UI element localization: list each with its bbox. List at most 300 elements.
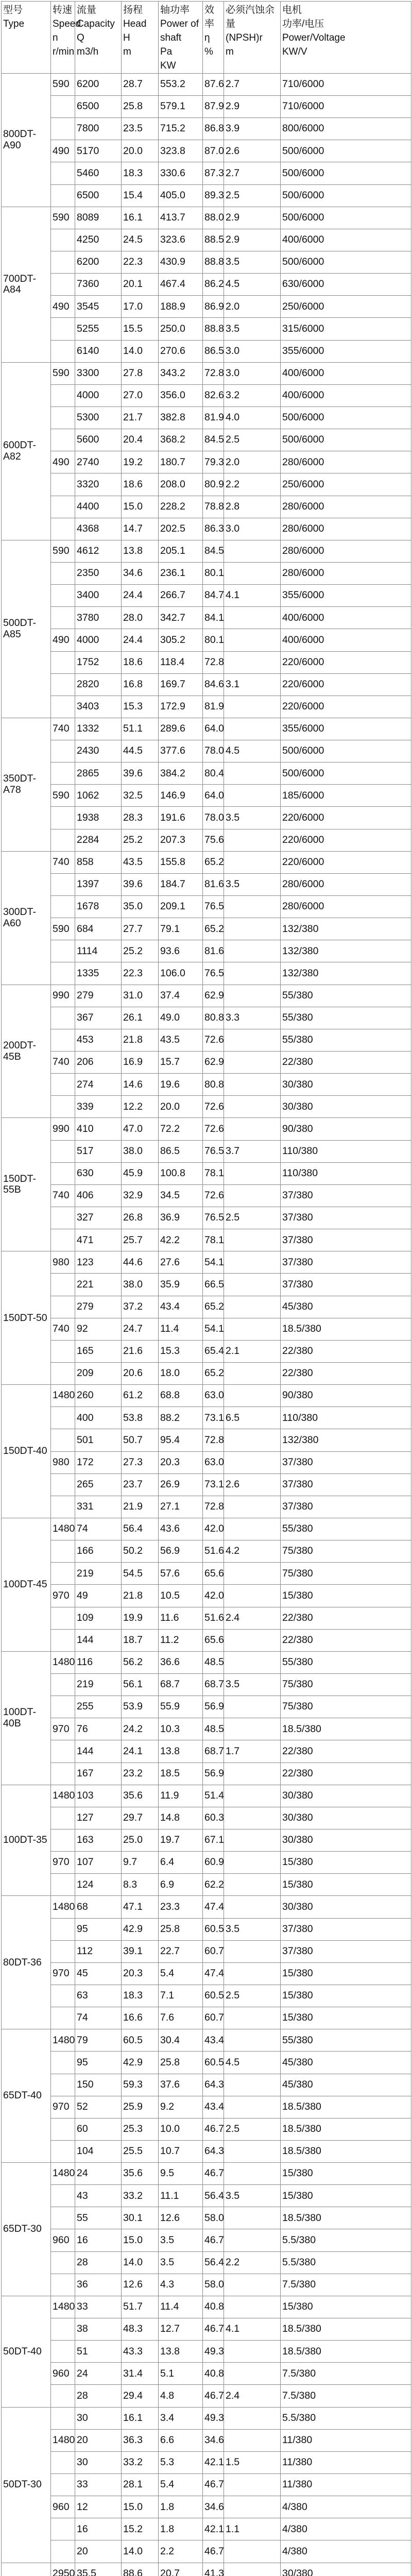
npsh-cell: 2.6 <box>224 1473 281 1496</box>
efficiency-cell: 49.3 <box>203 2341 224 2363</box>
speed-cell: 490 <box>51 451 75 473</box>
motor-cell: 500/6000 <box>281 429 411 451</box>
motor-cell: 500/6000 <box>281 251 411 273</box>
shaft-power-cell: 172.9 <box>159 696 203 718</box>
efficiency-cell: 64.0 <box>203 785 224 807</box>
table-row <box>2 362 411 384</box>
head-cell: 21.7 <box>122 406 159 429</box>
table-row <box>2 1429 411 1451</box>
head-cell: 24.4 <box>122 585 159 607</box>
head-cell: 20.4 <box>122 429 159 451</box>
model-cell: 150DT-50 <box>2 1251 51 1385</box>
npsh-cell: 2.7 <box>224 162 281 184</box>
shaft-power-cell: 207.3 <box>159 829 203 851</box>
table-row <box>2 2052 411 2074</box>
motor-cell: 22/380 <box>281 1762 411 1785</box>
speed-cell <box>51 518 75 540</box>
table-row <box>2 651 411 673</box>
efficiency-cell: 81.9 <box>203 696 224 718</box>
npsh-cell <box>224 1563 281 1585</box>
efficiency-cell: 81.9 <box>203 406 224 429</box>
speed-cell: 740 <box>51 718 75 740</box>
table-row <box>2 318 411 340</box>
head-cell: 39.6 <box>122 762 159 785</box>
motor-cell: 4/380 <box>281 2540 411 2563</box>
capacity-cell: 327 <box>75 1207 122 1229</box>
shaft-power-cell: 5.4 <box>159 2474 203 2496</box>
table-row <box>2 2385 411 2407</box>
shaft-power-cell: 20.3 <box>159 1451 203 1473</box>
table-row <box>2 540 411 562</box>
speed-cell: 1480 <box>51 2029 75 2052</box>
shaft-power-cell: 15.3 <box>159 1340 203 1362</box>
npsh-cell <box>224 1162 281 1184</box>
motor-cell: 220/6000 <box>281 696 411 718</box>
speed-cell: 740 <box>51 1184 75 1207</box>
table-row <box>2 985 411 1007</box>
capacity-cell: 5300 <box>75 406 122 429</box>
shaft-power-cell: 26.9 <box>159 1473 203 1496</box>
shaft-power-cell: 20.0 <box>159 1096 203 1118</box>
speed-cell <box>51 1673 75 1696</box>
capacity-cell: 6140 <box>75 340 122 362</box>
shaft-power-cell: 19.7 <box>159 1829 203 1851</box>
head-cell: 35.6 <box>122 2163 159 2185</box>
npsh-cell: 1.1 <box>224 2518 281 2540</box>
head-cell: 25.8 <box>122 95 159 117</box>
capacity-cell: 260 <box>75 1385 122 1407</box>
speed-cell <box>51 1029 75 1051</box>
head-cell: 21.8 <box>122 1585 159 1607</box>
capacity-cell: 2865 <box>75 762 122 785</box>
motor-cell: 37/380 <box>281 1451 411 1473</box>
speed-cell: 590 <box>51 785 75 807</box>
header-model: 型号 Type <box>2 2 51 74</box>
table-row <box>2 2118 411 2140</box>
motor-cell: 800/6000 <box>281 118 411 140</box>
shaft-power-cell: 343.2 <box>159 362 203 384</box>
shaft-power-cell: 11.9 <box>159 1785 203 1807</box>
head-cell: 14.0 <box>122 2540 159 2563</box>
table-row <box>2 2007 411 2029</box>
speed-cell <box>51 2118 75 2140</box>
speed-cell <box>51 1407 75 1429</box>
speed-cell: 1480 <box>51 2163 75 2185</box>
motor-cell: 90/380 <box>281 1118 411 1140</box>
header-npsh: 必须汽蚀余量 (NPSH)r m <box>224 2 281 74</box>
npsh-cell: 2.5 <box>224 1985 281 2007</box>
motor-cell: 710/6000 <box>281 95 411 117</box>
head-cell: 34.6 <box>122 562 159 584</box>
npsh-cell: 2.2 <box>224 473 281 496</box>
npsh-cell: 3.3 <box>224 1007 281 1029</box>
head-cell: 14.0 <box>122 2251 159 2274</box>
npsh-cell: 2.6 <box>224 140 281 162</box>
speed-cell <box>51 2251 75 2274</box>
motor-cell: 355/6000 <box>281 585 411 607</box>
motor-cell: 500/6000 <box>281 162 411 184</box>
shaft-power-cell: 715.2 <box>159 118 203 140</box>
efficiency-cell: 60.7 <box>203 2007 224 2029</box>
speed-cell <box>51 2007 75 2029</box>
npsh-cell <box>224 1651 281 1673</box>
head-cell: 15.0 <box>122 2496 159 2518</box>
efficiency-cell: 80.8 <box>203 1007 224 1029</box>
head-cell: 24.7 <box>122 1318 159 1340</box>
head-cell: 14.6 <box>122 1074 159 1096</box>
shaft-power-cell: 10.3 <box>159 1718 203 1740</box>
npsh-cell <box>224 1118 281 1140</box>
table-row <box>2 1629 411 1651</box>
motor-cell: 45/380 <box>281 2074 411 2096</box>
head-cell: 21.6 <box>122 1340 159 1362</box>
npsh-cell: 2.0 <box>224 296 281 318</box>
table-row <box>2 1829 411 1851</box>
table-row <box>2 1563 411 1585</box>
npsh-cell: 2.5 <box>224 429 281 451</box>
shaft-power-cell: 106.0 <box>159 962 203 985</box>
table-row <box>2 1762 411 1785</box>
capacity-cell: 5460 <box>75 162 122 184</box>
speed-cell <box>51 274 75 296</box>
capacity-cell: 4250 <box>75 229 122 251</box>
efficiency-cell: 87.9 <box>203 95 224 117</box>
shaft-power-cell: 49.0 <box>159 1007 203 1029</box>
npsh-cell: 2.7 <box>224 73 281 95</box>
shaft-power-cell: 25.8 <box>159 2052 203 2074</box>
shaft-power-cell: 37.6 <box>159 2074 203 2096</box>
motor-cell: 7.5/380 <box>281 2363 411 2385</box>
npsh-cell <box>224 1718 281 1740</box>
efficiency-cell: 72.6 <box>203 1096 224 1118</box>
head-cell: 21.9 <box>122 1496 159 1518</box>
capacity-cell: 20 <box>75 2540 122 2563</box>
npsh-cell <box>224 1251 281 1274</box>
shaft-power-cell: 188.9 <box>159 296 203 318</box>
head-cell: 18.3 <box>122 1985 159 2007</box>
capacity-cell: 4000 <box>75 384 122 406</box>
npsh-cell <box>224 2474 281 2496</box>
efficiency-cell: 78.0 <box>203 807 224 829</box>
head-cell: 20.1 <box>122 274 159 296</box>
shaft-power-cell: 30.4 <box>159 2029 203 2052</box>
shaft-power-cell: 43.6 <box>159 1518 203 1540</box>
npsh-cell <box>224 2407 281 2429</box>
efficiency-cell: 48.5 <box>203 1718 224 1740</box>
capacity-cell: 4368 <box>75 518 122 540</box>
shaft-power-cell: 11.1 <box>159 2185 203 2207</box>
efficiency-cell: 81.6 <box>203 940 224 962</box>
head-cell: 22.3 <box>122 251 159 273</box>
motor-cell: 37/380 <box>281 1918 411 1940</box>
capacity-cell: 339 <box>75 1096 122 1118</box>
npsh-cell: 3.9 <box>224 118 281 140</box>
table-row <box>2 1962 411 1985</box>
table-row <box>2 1407 411 1429</box>
motor-cell: 22/380 <box>281 1363 411 1385</box>
motor-cell: 15/380 <box>281 2185 411 2207</box>
motor-cell: 15/380 <box>281 1962 411 1985</box>
shaft-power-cell: 13.8 <box>159 1740 203 1762</box>
speed-cell: 740 <box>51 1318 75 1340</box>
efficiency-cell: 42.0 <box>203 1585 224 1607</box>
shaft-power-cell: 34.5 <box>159 1184 203 1207</box>
shaft-power-cell: 15.7 <box>159 1052 203 1074</box>
shaft-power-cell: 68.8 <box>159 1385 203 1407</box>
speed-cell <box>51 696 75 718</box>
table-row <box>2 562 411 584</box>
npsh-cell: 2.1 <box>224 1340 281 1362</box>
motor-cell: 500/6000 <box>281 740 411 762</box>
shaft-power-cell: 413.7 <box>159 207 203 229</box>
table-row <box>2 73 411 95</box>
shaft-power-cell: 27.1 <box>159 1496 203 1518</box>
speed-cell: 490 <box>51 140 75 162</box>
motor-cell: 45/380 <box>281 2052 411 2074</box>
head-cell: 33.2 <box>122 2185 159 2207</box>
motor-cell: 280/6000 <box>281 518 411 540</box>
npsh-cell: 2.5 <box>224 1207 281 1229</box>
npsh-cell: 2.5 <box>224 184 281 207</box>
shaft-power-cell: 5.1 <box>159 2363 203 2385</box>
npsh-cell <box>224 1785 281 1807</box>
head-cell: 61.2 <box>122 1385 159 1407</box>
shaft-power-cell: 205.1 <box>159 540 203 562</box>
efficiency-cell: 84.5 <box>203 540 224 562</box>
npsh-cell: 3.5 <box>224 1918 281 1940</box>
efficiency-cell: 76.5 <box>203 962 224 985</box>
table-row <box>2 607 411 629</box>
head-cell: 59.3 <box>122 2074 159 2096</box>
capacity-cell: 6200 <box>75 251 122 273</box>
speed-cell <box>51 473 75 496</box>
capacity-cell: 76 <box>75 1718 122 1740</box>
shaft-power-cell: 27.6 <box>159 1251 203 1274</box>
efficiency-cell: 73.1 <box>203 1407 224 1429</box>
table-row <box>2 2363 411 2385</box>
head-cell: 9.7 <box>122 1852 159 1874</box>
head-cell: 24.4 <box>122 629 159 651</box>
capacity-cell: 8089 <box>75 207 122 229</box>
model-cell: 300DT-A60 <box>2 851 51 985</box>
motor-cell: 4/380 <box>281 2518 411 2540</box>
speed-cell <box>51 607 75 629</box>
capacity-cell: 3320 <box>75 473 122 496</box>
shaft-power-cell: 35.9 <box>159 1274 203 1296</box>
capacity-cell: 38 <box>75 2318 122 2341</box>
shaft-power-cell: 6.4 <box>159 1852 203 1874</box>
shaft-power-cell: 209.1 <box>159 896 203 918</box>
efficiency-cell: 60.3 <box>203 1807 224 1829</box>
table-row <box>2 1807 411 1829</box>
table-row <box>2 851 411 873</box>
table-row <box>2 1673 411 1696</box>
head-cell: 31.4 <box>122 2363 159 2385</box>
table-row <box>2 1007 411 1029</box>
table-row <box>2 518 411 540</box>
efficiency-cell: 72.8 <box>203 362 224 384</box>
table-row <box>2 762 411 785</box>
speed-cell <box>51 2318 75 2341</box>
table-row <box>2 962 411 985</box>
speed-cell <box>51 829 75 851</box>
header-capacity: 流量 Capacity Q m3/h <box>75 2 122 74</box>
efficiency-cell: 82.6 <box>203 384 224 406</box>
speed-cell <box>51 762 75 785</box>
table-row <box>2 1718 411 1740</box>
efficiency-cell: 43.4 <box>203 2029 224 2052</box>
shaft-power-cell: 5.4 <box>159 1962 203 1985</box>
efficiency-cell: 46.7 <box>203 2318 224 2341</box>
efficiency-cell: 89.3 <box>203 184 224 207</box>
capacity-cell: 4400 <box>75 496 122 518</box>
efficiency-cell: 87.0 <box>203 140 224 162</box>
table-row <box>2 2563 411 2576</box>
speed-cell: 960 <box>51 2229 75 2251</box>
speed-cell: 1480 <box>51 1651 75 1673</box>
shaft-power-cell: 9.5 <box>159 2163 203 2185</box>
speed-cell <box>51 873 75 895</box>
head-cell: 16.6 <box>122 2007 159 2029</box>
head-cell: 31.0 <box>122 985 159 1007</box>
head-cell: 15.0 <box>122 2229 159 2251</box>
table-row <box>2 2163 411 2185</box>
shaft-power-cell: 5.3 <box>159 2451 203 2473</box>
shaft-power-cell: 86.5 <box>159 1140 203 1162</box>
head-cell: 37.2 <box>122 1296 159 1318</box>
capacity-cell: 167 <box>75 1762 122 1785</box>
head-cell: 28.1 <box>122 2474 159 2496</box>
npsh-cell <box>224 2540 281 2563</box>
table-row <box>2 1740 411 1762</box>
npsh-cell: 3.5 <box>224 318 281 340</box>
npsh-cell <box>224 1585 281 1607</box>
header-row <box>2 2 411 74</box>
header-motor: 电机 功率/电压 Power/Voltage KW/V <box>281 2 411 74</box>
motor-cell: 30/380 <box>281 1074 411 1096</box>
head-cell: 53.9 <box>122 1696 159 1718</box>
npsh-cell: 3.5 <box>224 1673 281 1696</box>
head-cell: 15.3 <box>122 696 159 718</box>
motor-cell: 55/380 <box>281 1518 411 1540</box>
motor-cell: 55/380 <box>281 2029 411 2052</box>
speed-cell <box>51 1007 75 1029</box>
motor-cell: 15/380 <box>281 1985 411 2007</box>
capacity-cell: 3300 <box>75 362 122 384</box>
head-cell: 24.1 <box>122 1740 159 1762</box>
head-cell: 25.7 <box>122 1229 159 1251</box>
head-cell: 39.1 <box>122 1940 159 1962</box>
shaft-power-cell: 330.6 <box>159 162 203 184</box>
speed-cell: 970 <box>51 1718 75 1740</box>
npsh-cell <box>224 2341 281 2363</box>
shaft-power-cell: 100.8 <box>159 1162 203 1184</box>
efficiency-cell: 46.7 <box>203 2229 224 2251</box>
npsh-cell <box>224 1807 281 1829</box>
efficiency-cell: 88.5 <box>203 229 224 251</box>
npsh-cell: 2.9 <box>224 95 281 117</box>
capacity-cell: 6200 <box>75 73 122 95</box>
table-row <box>2 2318 411 2341</box>
capacity-cell: 45 <box>75 1962 122 1985</box>
efficiency-cell: 88.8 <box>203 251 224 273</box>
speed-cell <box>51 1874 75 1896</box>
shaft-power-cell: 289.6 <box>159 718 203 740</box>
speed-cell <box>51 384 75 406</box>
motor-cell: 11/380 <box>281 2474 411 2496</box>
motor-cell: 18.5/380 <box>281 2140 411 2162</box>
table-row <box>2 2029 411 2052</box>
efficiency-cell: 43.4 <box>203 2096 224 2118</box>
table-row <box>2 696 411 718</box>
shaft-power-cell: 11.4 <box>159 2296 203 2318</box>
motor-cell: 75/380 <box>281 1673 411 1696</box>
head-cell: 17.0 <box>122 296 159 318</box>
motor-cell: 132/380 <box>281 940 411 962</box>
efficiency-cell: 87.6 <box>203 73 224 95</box>
speed-cell <box>51 1829 75 1851</box>
shaft-power-cell: 146.9 <box>159 785 203 807</box>
model-cell: 100DT-40B <box>2 1651 51 1785</box>
motor-cell: 18.5/380 <box>281 2118 411 2140</box>
shaft-power-cell: 228.2 <box>159 496 203 518</box>
efficiency-cell: 60.5 <box>203 1985 224 2007</box>
speed-cell <box>51 740 75 762</box>
motor-cell: 250/6000 <box>281 473 411 496</box>
npsh-cell <box>224 2096 281 2118</box>
npsh-cell <box>224 562 281 584</box>
npsh-cell: 3.2 <box>224 384 281 406</box>
table-row <box>2 896 411 918</box>
efficiency-cell: 56.4 <box>203 2251 224 2274</box>
shaft-power-cell: 79.1 <box>159 918 203 940</box>
motor-cell: 37/380 <box>281 1473 411 1496</box>
capacity-cell: 107 <box>75 1852 122 1874</box>
shaft-power-cell: 23.3 <box>159 1896 203 1918</box>
efficiency-cell: 51.4 <box>203 1785 224 1807</box>
table-row <box>2 1496 411 1518</box>
npsh-cell <box>224 2274 281 2296</box>
npsh-cell <box>224 1029 281 1051</box>
efficiency-cell: 58.0 <box>203 2274 224 2296</box>
npsh-cell <box>224 1896 281 1918</box>
capacity-cell: 453 <box>75 1029 122 1051</box>
speed-cell <box>51 1918 75 1940</box>
capacity-cell: 104 <box>75 2140 122 2162</box>
table-row <box>2 406 411 429</box>
shaft-power-cell: 1.8 <box>159 2518 203 2540</box>
head-cell: 36.3 <box>122 2429 159 2451</box>
capacity-cell: 406 <box>75 1184 122 1207</box>
capacity-cell: 74 <box>75 1518 122 1540</box>
efficiency-cell: 72.6 <box>203 1029 224 1051</box>
motor-cell: 55/380 <box>281 985 411 1007</box>
efficiency-cell: 68.7 <box>203 1740 224 1762</box>
head-cell: 18.7 <box>122 1629 159 1651</box>
table-row <box>2 1052 411 1074</box>
shaft-power-cell: 22.7 <box>159 1940 203 1962</box>
motor-cell: 7.5/380 <box>281 2385 411 2407</box>
speed-cell <box>51 2385 75 2407</box>
capacity-cell: 49 <box>75 1585 122 1607</box>
motor-cell: 500/6000 <box>281 184 411 207</box>
motor-cell: 37/380 <box>281 1207 411 1229</box>
capacity-cell: 166 <box>75 1540 122 1563</box>
efficiency-cell: 62.9 <box>203 985 224 1007</box>
capacity-cell: 165 <box>75 1340 122 1362</box>
efficiency-cell: 46.7 <box>203 2540 224 2563</box>
shaft-power-cell: 7.6 <box>159 2007 203 2029</box>
